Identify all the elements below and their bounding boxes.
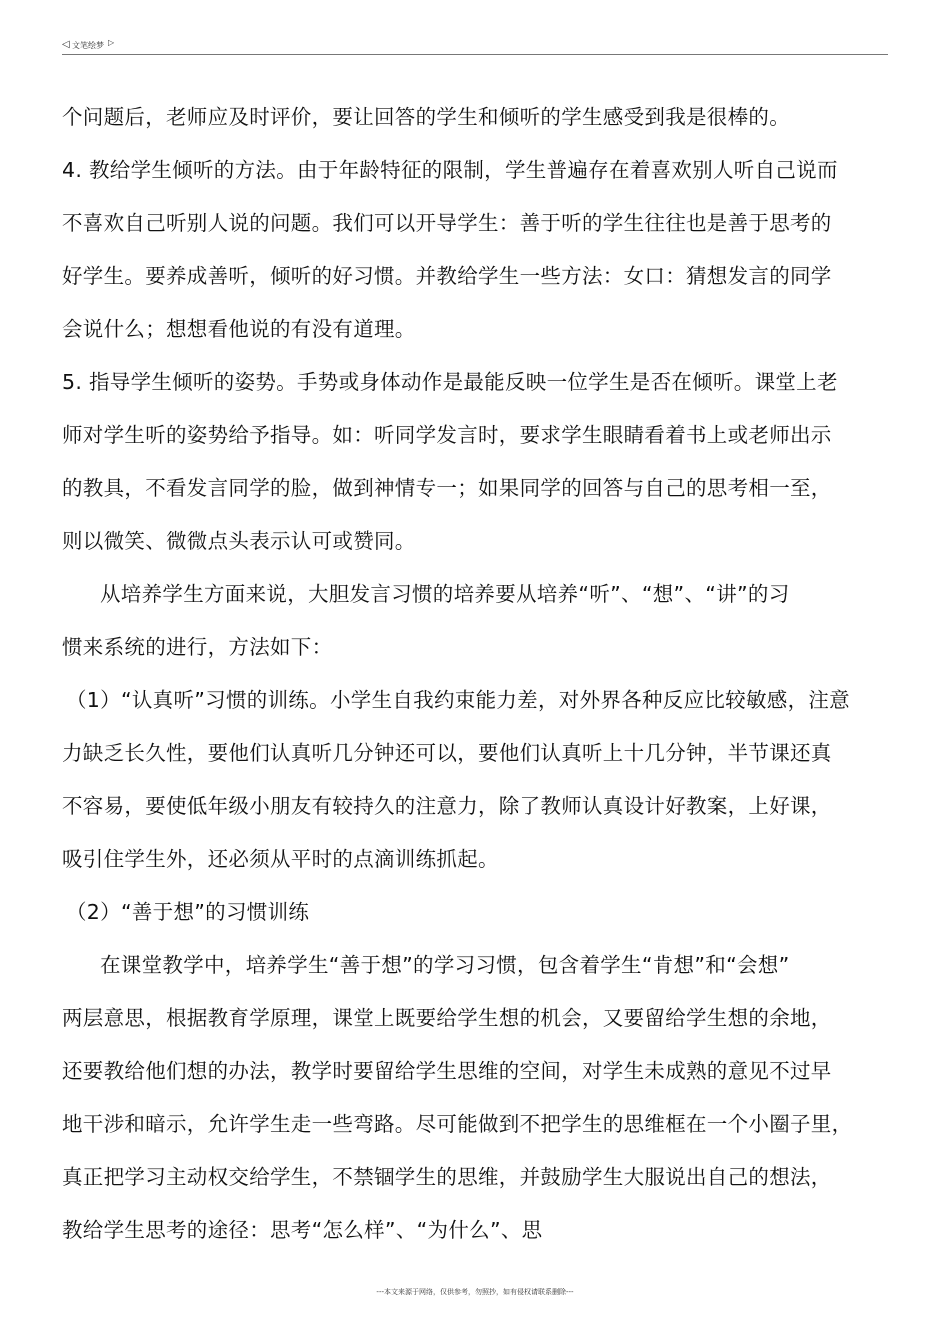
text-line: 则以微笑、微微点头表示认可或赞同。: [62, 529, 416, 553]
text-line: 4. 教给学生倾听的方法。由于年龄特征的限制，学生普遍存在着喜欢别人听自己说而: [62, 158, 838, 182]
page-footer: ---本文来源于网络，仅供参考，勿照抄，如有侵权请联系删除---: [376, 1288, 574, 1296]
text-line: 还要教给他们想的办法，教学时要留给学生思维的空间，对学生未成熟的意见不过早: [62, 1059, 832, 1083]
left-triangle-icon: ◁: [62, 39, 70, 50]
text-line: 不容易，要使低年级小朋友有较持久的注意力，除了教师认真设计好教案，上好课，: [62, 794, 832, 818]
text-line: 教给学生思考的途径：思考“怎么样”、“为什么”、思: [62, 1218, 543, 1242]
text-line: 不喜欢自己听别人说的问题。我们可以开导学生：善于听的学生往往也是善于思考的: [62, 211, 832, 235]
text-line: 惯来系统的进行，方法如下：: [62, 635, 333, 659]
text-line: 从培养学生方面来说，大胆发言习惯的培养要从培养“听”、“想”、“讲”的习: [100, 582, 790, 606]
text-line: 地干涉和暗示，允许学生走一些弯路。尽可能做到不把学生的思维框在一个小圈子里，: [62, 1112, 853, 1136]
text-line: 真正把学习主动权交给学生，不禁锢学生的思维，并鼓励学生大服说出自己的想法，: [62, 1165, 832, 1189]
text-line: （2）“善于想”的习惯训练: [66, 900, 310, 924]
text-line: 个问题后，老师应及时评价，要让回答的学生和倾听的学生感受到我是很棒的。: [62, 105, 790, 129]
header-title: 文笔绘梦: [72, 41, 104, 50]
page-header: [62, 36, 888, 55]
text-line: 好学生。要养成善听，倾听的好习惯。并教给学生一些方法：女口：猜想发言的同学: [62, 264, 832, 288]
text-line: 师对学生听的姿势给予指导。如：听同学发言时，要求学生眼睛看着书上或老师出示: [62, 423, 832, 447]
right-triangle-icon: ▷: [108, 38, 115, 47]
text-line: 5. 指导学生倾听的姿势。手势或身体动作是最能反映一位学生是否在倾听。课堂上老: [62, 370, 838, 394]
text-line: 吸引住学生外，还必须从平时的点滴训练抓起。: [62, 847, 499, 871]
text-line: 会说什么；想想看他说的有没有道理。: [62, 317, 416, 341]
text-line: 的教具，不看发言同学的脸，做到神情专一；如果同学的回答与自己的思考相一至，: [62, 476, 832, 500]
text-line: 力缺乏长久性，要他们认真听几分钟还可以，要他们认真听上十几分钟，半节课还真: [62, 741, 832, 765]
text-line: （1）“认真听”习惯的训练。小学生自我约束能力差，对外界各种反应比较敏感，注意: [66, 688, 850, 712]
text-line: 两层意思，根据教育学原理，课堂上既要给学生想的机会，又要留给学生想的余地，: [62, 1006, 832, 1030]
text-line: 在课堂教学中，培养学生“善于想”的学习习惯，包含着学生“肯想”和“会想”: [100, 953, 790, 977]
